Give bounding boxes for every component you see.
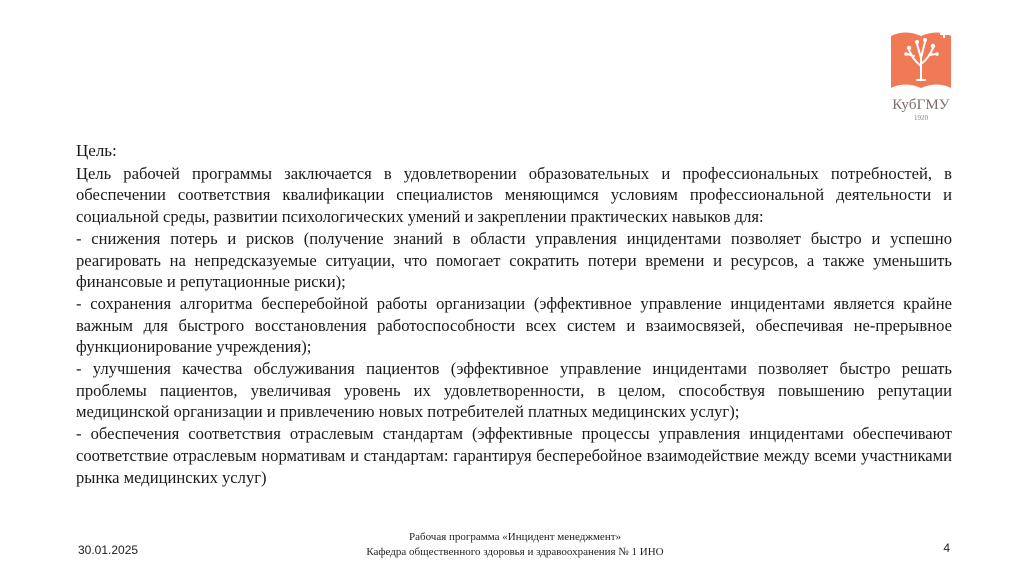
list-item: - сохранения алгоритма бесперебойной работы организации (эффективное управление инцидентами является крайне важным для быстрого восстановления работоспособности всех систем и взаимосвязей, обеспечивая не-прерывное функционирование учреждения);	[76, 293, 952, 357]
logo-year: 1920	[914, 114, 928, 122]
section-heading: Цель:	[76, 141, 117, 160]
page-number: 4	[943, 541, 950, 555]
list-item: - улучшения качества обслуживания пациентов (эффективное управление инцидентами позволяет быстро решать проблемы пациентов, увеличивая уровень их удовлетворенности, в целом, способствуя повышению репутации медицинской организации и привлечению новых потребителей платных медицинских услуг);	[76, 359, 952, 422]
logo-name: КубГМУ	[892, 97, 950, 113]
intro-paragraph: Цель рабочей программы заключается в удовлетворении образовательных и профессиональных потребностей, в обеспечении соответствия квалификации специалистов меняющимся условиям профессиональной деятельности и социальной среды, развитии психологических умений и закреплении практических навыков для:	[76, 163, 952, 227]
list-item: - обеспечения соответствия отраслевым стандартам (эффективные процессы управления инцидентами обеспечивают соответствие отраслевым нормативам и стандартам: гарантируя бесперебойное взаимодействие между всеми участниками рынка медицинских услуг)	[76, 424, 952, 487]
footer-date: 30.01.2025	[78, 543, 139, 557]
footer-program-title: Рабочая программа «Инцидент менеджмент»	[408, 531, 622, 543]
tree-book-logo-icon	[889, 28, 953, 94]
main-content	[76, 140, 952, 488]
footer-caption	[300, 530, 730, 560]
list-item: - снижения потерь и рисков (получение знаний в области управления инцидентами позволяет быстро и успешно реагировать на непредсказуемые ситуации, что помогает сократить потери времени и ресурсов, а также уменьшить финансовые и репутационные риски);	[76, 228, 952, 292]
university-logo	[889, 28, 953, 126]
footer-department: Кафедра общественного здоровья и здравоохранения № 1 ИНО	[366, 546, 664, 558]
